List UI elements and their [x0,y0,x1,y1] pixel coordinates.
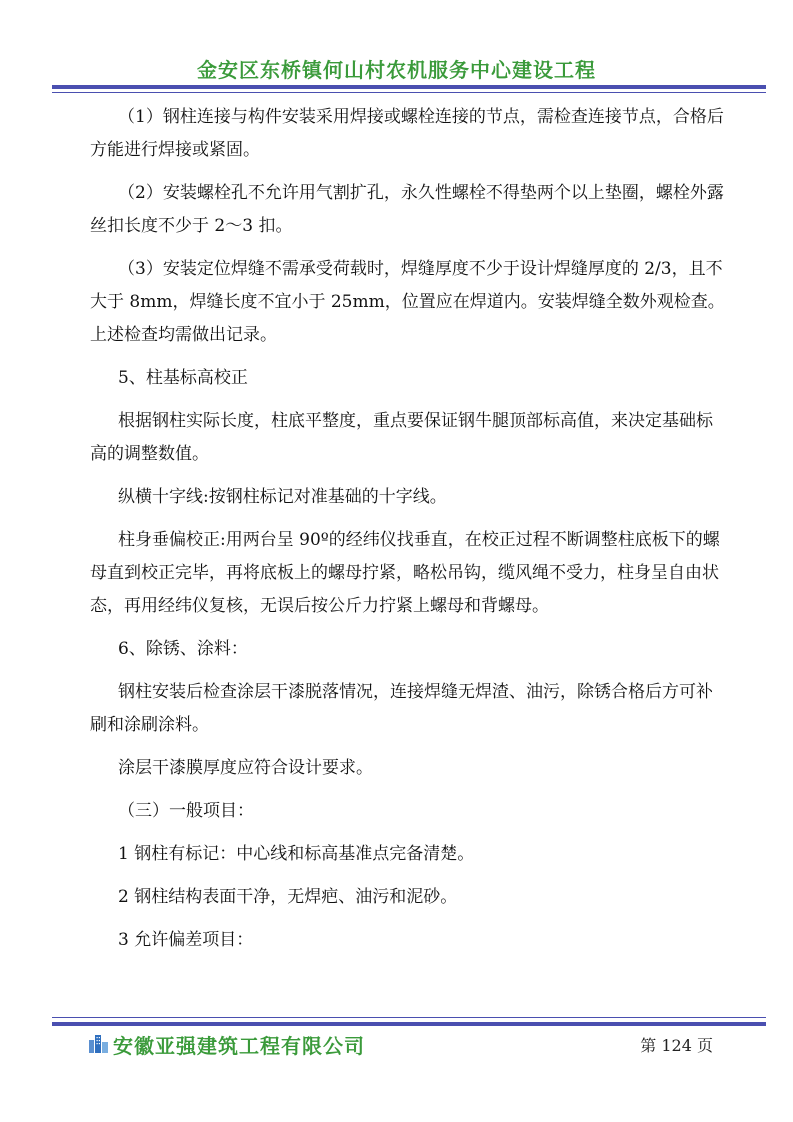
paragraph: 纵横十字线:按钢柱标记对准基础的十字线。 [118,487,447,507]
paragraph: （1）钢柱连接与构件安装采用焊接或螺栓连接的节点，需检查连接节点，合格后方能进行焊接或紧固。 [90,107,724,160]
page-number: 第 124 页 [640,1036,713,1055]
section-heading: （三）一般项目： [118,801,254,821]
document-body [90,101,726,967]
building-logo-icon [88,1032,110,1054]
footer-rule-thick [52,1022,766,1026]
paragraph: 柱身垂偏校正:用两台呈 90º的经纬仪找垂直，在校正过程不断调整柱底板下的螺母直到校正完毕，再将底板上的螺母拧紧，略松吊钩，缆风绳不受力，柱身呈自由状态，再用经纬仪复核，无误后按公斤力拧紧上螺母和背螺母。 [90,530,720,616]
list-item: 1 钢柱有标记：中心线和标高基准点完备清楚。 [118,844,475,864]
header-title: 金安区东桥镇何山村农机服务中心建设工程 [197,58,596,82]
paragraph: （2）安装螺栓孔不允许用气割扩孔，永久性螺栓不得垫两个以上垫圈，螺栓外露丝扣长度不少于 2～3 扣。 [90,183,724,236]
header-rule-thick [52,85,766,89]
paragraph: （3）安装定位焊缝不需承受荷载时，焊缝厚度不少于设计焊缝厚度的 2/3，且不大于 8mm，焊缝长度不宜小于 25mm，位置应在焊道内。安装焊缝全数外观检查。上述检查均需做出记录。 [90,259,725,345]
list-item: 2 钢柱结构表面干净，无焊疤、油污和泥砂。 [118,887,458,907]
paragraph: 根据钢柱实际长度，柱底平整度，重点要保证钢牛腿顶部标高值，来决定基础标高的调整数值。 [90,411,713,464]
footer-rule-thin [52,1017,766,1018]
paragraph: 钢柱安装后检查涂层干漆脱落情况，连接焊缝无焊渣、油污，除锈合格后方可补刷和涂刷涂料。 [90,682,713,735]
paragraph: 涂层干漆膜厚度应符合设计要求。 [118,758,373,778]
section-heading: 5、柱基标高校正 [118,368,248,388]
list-item: 3 允许偏差项目： [118,930,254,950]
footer-company-name: 安徽亚强建筑工程有限公司 [113,1034,365,1058]
section-heading: 6、除锈、涂料： [118,639,248,659]
header-rule-thin [52,92,766,93]
